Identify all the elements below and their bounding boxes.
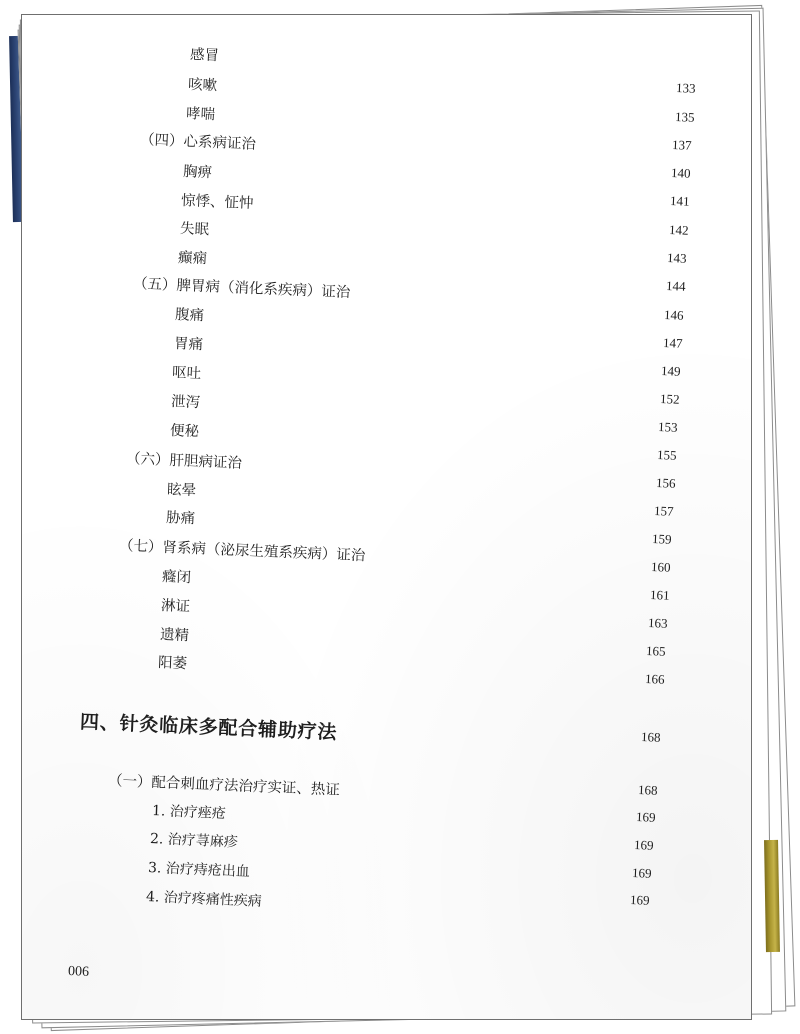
- toc-subsection-title: （四）心系病证治: [139, 132, 257, 153]
- toc-page-number: 157: [653, 503, 674, 519]
- toc-numbered-item-title: 1. 治疗痤疮: [151, 803, 227, 823]
- toc-page-number: 169: [631, 865, 652, 881]
- toc-page-number: 169: [629, 892, 650, 908]
- toc-item-title: 遗精: [159, 627, 190, 645]
- toc-page-number: 155: [656, 447, 677, 463]
- toc-page-number: 133: [675, 80, 696, 96]
- toc-page-number: 135: [674, 109, 695, 125]
- toc-item-title: 胁痛: [165, 510, 196, 528]
- toc-subsection-title: （五）脾胃病（消化系疾病）证治: [132, 276, 351, 302]
- toc-subsection-title: （六）肝胆病证治: [125, 451, 243, 472]
- toc-item-title: 腹痛: [174, 307, 205, 325]
- toc-page-number: 159: [651, 531, 672, 547]
- toc-page-number: 144: [665, 278, 686, 294]
- toc-item-title: 淋证: [160, 598, 191, 616]
- toc-item-title: 癃闭: [161, 569, 192, 587]
- toc-section-title: 四、针灸临床多配合辅助疗法: [79, 711, 338, 744]
- toc-numbered-item-title: 3. 治疗痔疮出血: [147, 860, 251, 881]
- toc-page-number: 156: [655, 475, 676, 491]
- toc-item-title: 胸痹: [182, 164, 213, 182]
- toc-page-number: 163: [647, 615, 668, 631]
- toc-numbered-item-title: 2. 治疗荨麻疹: [149, 831, 239, 851]
- toc-item-title: 呕吐: [171, 365, 202, 383]
- toc-item-title: 癫痫: [177, 250, 208, 268]
- toc-page-number: 143: [666, 250, 687, 266]
- toc-item-title: 眩晕: [166, 482, 197, 500]
- toc-page-number: 160: [650, 559, 671, 575]
- toc-page-number: 147: [662, 335, 683, 351]
- toc-item-title: 惊悸、怔忡: [180, 193, 254, 213]
- toc-subsection-title: （一）配合刺血疗法治疗实证、热证: [107, 773, 341, 799]
- toc-item-title: 感冒: [189, 47, 220, 65]
- footer-page-number: 006: [67, 964, 90, 980]
- toc-page-number: 168: [637, 782, 658, 798]
- toc-item-title: 便秘: [169, 423, 200, 441]
- toc-item-title: 泄泻: [170, 394, 201, 412]
- toc-page-number: 169: [635, 809, 656, 825]
- toc-page-number: 153: [657, 419, 678, 435]
- toc-page-number: 142: [668, 222, 689, 238]
- toc-item-title: 哮喘: [185, 106, 216, 124]
- toc-page-number: 149: [660, 363, 681, 379]
- toc-page-number: 161: [649, 587, 670, 603]
- toc-page-number: 165: [645, 643, 666, 659]
- toc-page-number: 166: [644, 671, 665, 687]
- toc-page-number: 141: [669, 193, 690, 209]
- toc-item-title: 失眠: [179, 221, 210, 239]
- toc-page-number: 146: [663, 307, 684, 323]
- toc-numbered-item-title: 4. 治疗疼痛性疾病: [145, 889, 263, 910]
- toc-page-number: 137: [671, 137, 692, 153]
- toc-item-title: 胃痛: [173, 336, 204, 354]
- toc-subsection-title: （七）肾系病（泌尿生殖系疾病）证治: [118, 538, 366, 565]
- toc-page-number: 169: [633, 837, 654, 853]
- toc-item-title: 阳萎: [157, 655, 188, 673]
- toc-page-number: 168: [640, 729, 661, 745]
- toc-page-number: 152: [659, 391, 680, 407]
- toc-item-title: 咳嗽: [187, 77, 218, 95]
- toc-page-number: 140: [670, 165, 691, 181]
